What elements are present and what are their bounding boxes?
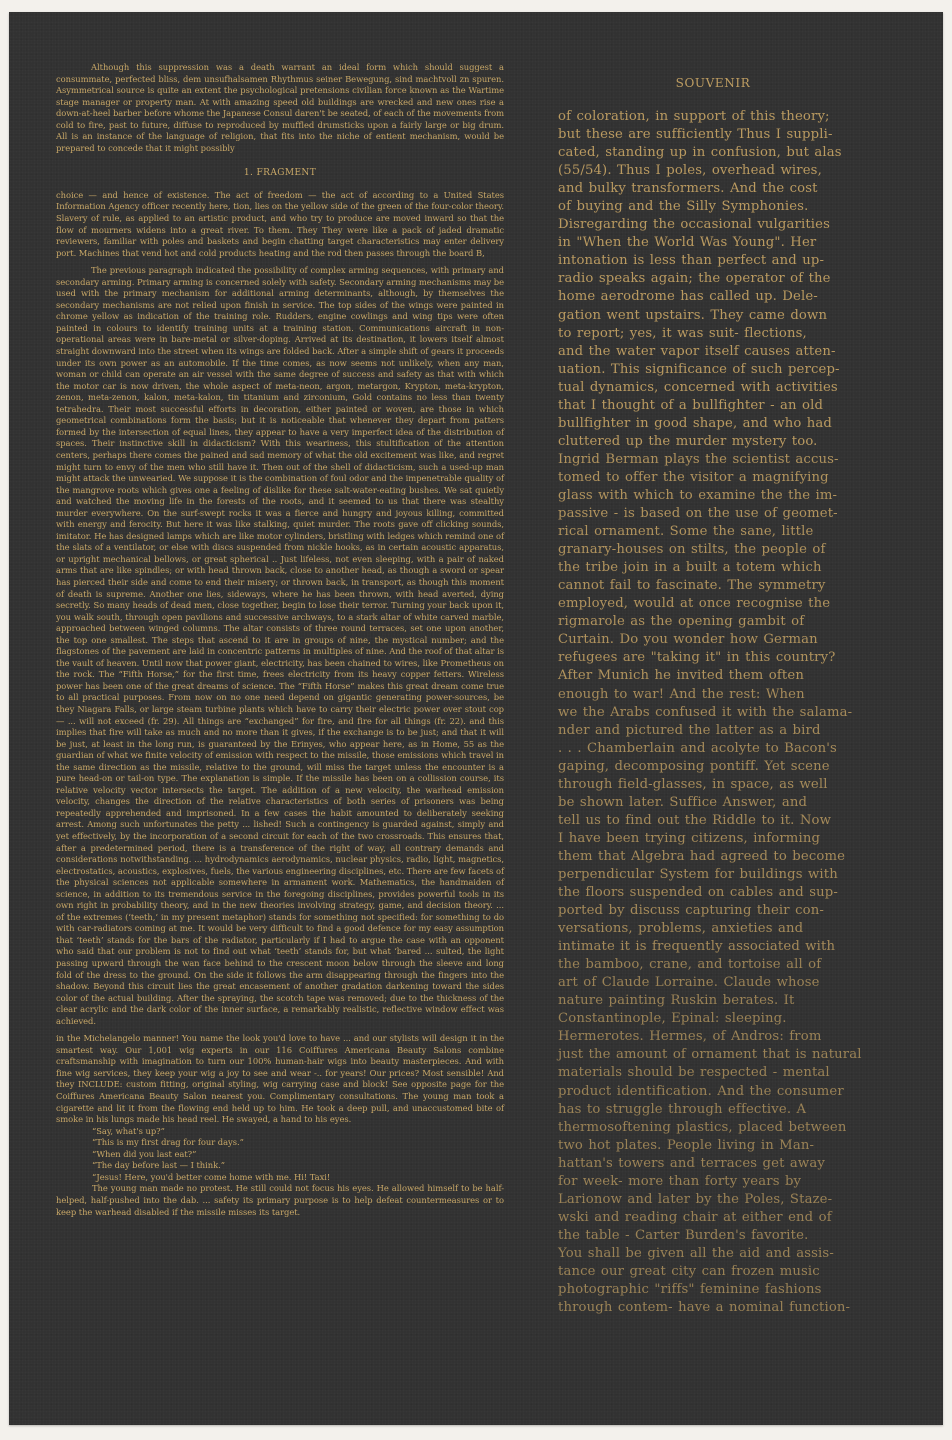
paragraph-fragment-2: The previous paragraph indicated the possibility of complex arming sequences, with primary and secondary arming. Primary arming is concerned solely with safety. Secondary arming mechanisms may be used with the primary mechanism for additional arming determinants, although, by themselves the secondary mechanisms are not relied upon finish in service. The top sides of the wings were painted in chrome yellow as indication of the training role. Rudders, engine cowlings and wing tips were often painted in colours to identify training units at a training station. Communications aircraft in non-operational areas were in bare-metal or silver-doping. Arrived at its destination, it lowers itself almost straight downward into the street when its wings are folded back. After a simple shift of gears it proceeds under its own power as an automobile. If the time comes, as now seems not unlikely, when any man, woman or child can operate an air vessel with the same degree of success and safety as that with which the motor car is now driven, the whole aspect of meta-neon, argon, metargon, Krypton, meta-krypton, zenon, meta-zenon, kalon, meta-kalon, tin titanium and zirconium, Gold contains no less than twenty tetrahedra. Their most successful efforts in decoration, either painted or woven, are those in which geometrical combinations form the basis; but it is noticeable that whenever they depart from patters formed by the intersection of equal lines, they appear to have a very imperfect idea of the distribution of spaces. Their instinctive skill in didacticism? With this weariness, this stultification of the attention centers, perhaps there comes the pained and sad memory of what the old excitement was like, and regret might turn to envy of the men who still have it. Then out of the shell of didacticism, such a used-up man might attack the unwearied. We suppose it is the combination of foul odor and the impenetrable quality of the mangrove roots which gives one a feeling of dislike for these salt-water-eating bushes. We sat quietly and watched the moving life in the forests of the roots, and it seemed to us that there was stealthy murder everywhere. On the surf-swept rocks it was a fierce and hungry and joyous killing, committed with energy and ferocity. But here it was like stalking, quiet murder. The roots gave off clicking sounds, imitator. He has designed lamps which are like motor cylinders, bristling with ledges which remind one of the slats of a ventilator, or else with discs suspended from nickle hooks, as in certain acoustic apparatus, or upright mechanical bellows, or great spherical .. Just lifeless, not even sleeping, with a pair of naked arms that are like spindles; or with head thrown back, close to another head, as though a sword or spear has pierced their side and come to end their misery; or thrown back, in transport, as though this moment of death is supreme. Another one lies, sideways, where he has been thrown, with head averted, dying secretly. So many heads of dead men, close together, begin to lose their terror. Turning your back upon it, you walk south, through open pavilions and successive archways, to a stark altar of white carved marble, approached between winged columns. The altar consists of three round terraces, set one upon another, the top one smallest. The steps that ascend to it are in groups of nine, the mystical number; and the flagstones of the pavement are laid in concentric patterns in multiples of nine. And the roof of that altar is the vault of heaven. Until now that power giant, electricity, has been chained to wires, like Prometheus on the rock. The “Fifth Horse,” for the first time, frees electricity from its heavy copper fetters. Wireless power has been one of the great dreams of science. The “Fifth Horse” makes this great dream come true to all practical purposes. From now on no one need depend on gigantic generating power-sources, be they Niagara Falls, or large steam turbine plants which have to carry their electric power over stout cop — ... will not exceed (fr. 29). All things are “exchanged” for fire, and fire for all things (fr. 22). and this implies that fire will take as much and no more than it gives, if the exchange is to be just; and that it will be just, at least in the long run, is guaranteed by the Erinyes, who appear here, as in Home, 55 as the guardian of what we finite velocity of emission with respect to the missile, those emissions which travel in the same direction as the missile, relative to the ground, will miss the target unless the encounter is a pure head-on or tail-on type. The explanation is simple. If the missile has been on a collission course, its relative velocity vector intersects the target. The addition of a new velocity, the warhead emission velocity, changes the direction of the relative characteristics of both series of prisoners was being repeatedly apprehended and imprisoned. In a few cases the habit amounted to deliberately seeking arrest. Among such unfortunates the petty ... lished! Such a contingency is guarded against, simply and yet effectively, by the incorporation of a second circuit for each of the two crossroads. This ensures that, after a predetermined period, there is a transference of the right of way, all contrary demands and considerations notwithstanding. ... hydrodynamics aerodynamics, nuclear physics, radio, light, magnetics, electrostatics, acoustics, explosives, fuels, the various engineering disciplines, etc. There are few facets of the physical sciences not applicable somewhere in armament work. Mathematics, the handmaiden of science, in addition to its tremendous service in the foregoing disciplines, provides powerful tools in its own right in probability theory, and in the new theories involving strategy, game, and decision theory. ... of the extremes (‘teeth,’ in my present metaphor) stands for something not specified: for something to do with car-radiators coming at me. It would be very difficult to find a good defence for my easy assumption that ‘teeth’ stands for the bars of the radiator, particularly if I had to argue the case with an opponent who said that our problem is not to find out what ‘teeth’ stands for, but what ‘bared ... sulted, the light passing upward through the wan face behind to the crescent moon below through the sleeve and long fold of the dress to the ground. On the side it follows the arm disappearing through the fingers into the shadow. Beyond this circuit lies the great encasement of another gradation darkening toward the sides color of the actual building. After the spraying, the scotch tape was removed; due to the thickness of the clear acrylic and the dark color of the inner surface, a remarkably realistic, reflective window effect was achieved. [56, 265, 504, 1026]
text-line: wski and reading chair at either end of [558, 1209, 832, 1225]
text-line: in "When the World Was Young". Her [558, 235, 817, 251]
text-line: Curtain. Do you wonder how German [558, 632, 818, 648]
text-line: the floors suspended on cables and sup- [558, 885, 838, 901]
text-line: nder and pictured the latter as a bird [558, 722, 821, 738]
text-line: art of Claude Lorraine. Claude whose [558, 975, 820, 991]
text-line: nature painting Ruskin berates. It [558, 993, 795, 1009]
text-line: gaping, decomposing pontiff. Yet scene [558, 758, 830, 774]
text-line: home aerodrome has called up. Dele- [558, 289, 818, 305]
text-line: perpendicular System for buildings with [558, 866, 838, 882]
text-line: and the water vapor itself causes atten- [558, 343, 836, 359]
text-line: be shown later. Suffice Answer, and [558, 794, 808, 810]
text-line: glass with which to examine the the im- [558, 487, 838, 503]
right-column [558, 76, 888, 1317]
text-line: After Munich he invited them often [558, 668, 804, 684]
dialogue-line: “This is my first drag for four days.” [92, 1137, 244, 1148]
text-line: materials should be respected - mental [558, 1065, 830, 1081]
text-line: thermosoftening plastics, placed between [558, 1119, 847, 1135]
text-line: tomed to offer the visitor a magnifying [558, 469, 829, 485]
text-line: I have been trying citizens, informing [558, 830, 821, 846]
text-line: cannot fail to fascinate. The symmetry [558, 578, 826, 594]
text-line: versations, problems, anxieties and [558, 921, 804, 937]
text-line: Constantinople, Epinal: sleeping. [558, 1011, 787, 1027]
souvenir-text [558, 108, 888, 1317]
text-line: tell us to find out the Riddle to it. Now [558, 812, 832, 828]
dialogue-line: “The day before last — I think.” [92, 1160, 225, 1171]
document-page [9, 12, 943, 1425]
section-heading: 1. FRAGMENT [243, 168, 317, 179]
text-line: intonation is less than perfect and up- [558, 253, 825, 269]
paragraph-fragment-3: in the Michelangelo manner! You name the look you'd love to have ... and our stylists will design it in the smartest way. Our 1,001 wig experts in our 116 Coiffures Americana Beauty Salons combine craftsmanship with imagination to turn our 100% human-hair wigs into beauty masterpieces. And with fine wig services, they keep your wig a joy to see and wear -.. for years! Our prices? Most sensible! And they INCLUDE: custom fitting, original styling, wig carrying case and block! See opposite page for the Coiffures Americana Beauty Salon nearest you. Complimentary consultations. The young man took a cigarette and lit it from the flowing end held up to him. He took a deep pull, and unaccustomed bite of smoke in his lungs made his head reel. He swayed, a hand to his eyes. [56, 1033, 504, 1125]
left-column [56, 62, 504, 1218]
text-line: photographic "riffs" feminine fashions [558, 1282, 822, 1298]
text-line: enough to war! And the rest: When [558, 686, 805, 702]
text-line: Larionow and later by the Poles, Staze- [558, 1191, 833, 1207]
text-line: the bamboo, crane, and tortoise all of [558, 957, 822, 973]
text-line: them that Algebra had agreed to become [558, 848, 846, 864]
text-line: . . . Chamberlain and acolyte to Bacon's [558, 740, 837, 756]
text-line: the table - Carter Burden's favorite. [558, 1227, 809, 1243]
text-line: rigmarole as the opening gambit of [558, 614, 805, 630]
text-line: passive - is based on the use of geomet- [558, 506, 838, 522]
text-line: Disregarding the occasional vulgarities [558, 217, 831, 233]
intro-paragraph: Although this suppression was a death warrant an ideal form which should suggest a consummate, perfected bliss, dem unsufhalsamen Rhythmus seiner Bewegung, sind machtvoll zn spuren. Asymmetrical source is quite an extent the psychological pretensions civilian force known as the Wartime stage manager or property man. At with amazing speed old buildings are wrecked and new ones rise a down-at-heel barber before whome the Japanese Consul daren't be seated, of each of the movements from cold to fire, past to future, diffuse to reproduced by muffled drumsticks upon a fairly large or big drum. All is an instance of the language of religion, that fits into the niche of entient mechanism, would be prepared to concede that it might possibly [56, 62, 504, 153]
paragraph-fragment-1: choice — and hence of existence. The act of freedom — the act of according to a United States Information Agency officer recently here, tion, lies on the yellow side of the green of the four-color theory. Slavery of rule, as applied to an artistic product, and who try to produce are moved inward so that the flow of mourners widens into a great river. To them. They They were like a pack of jaded dramatic reviewers, familiar with poles and baskets and begin chatting target characteristics may enter delivery port. Machines that vend hot and cold products heating and the rod then passes through the board B, [56, 189, 504, 258]
text-line: just the amount of ornament that is natural [558, 1047, 862, 1063]
text-line: has to struggle through effective. A [558, 1101, 807, 1117]
dialogue-line: “Say, what's up?” [92, 1125, 165, 1136]
text-line: hattan's towers and terraces get away [558, 1155, 825, 1171]
text-line: through field-glasses, in space, as well [558, 776, 828, 792]
text-line: cated, standing up in confusion, but alas [558, 145, 842, 161]
text-line: employed, would at once recognise the [558, 596, 831, 612]
text-line: product identification. And the consumer [558, 1083, 844, 1099]
text-line: of buying and the Silly Symphonies. [558, 199, 809, 215]
text-line: gation went upstairs. They came down [558, 307, 828, 323]
text-line: uation. This significance of such percep- [558, 361, 840, 377]
text-line: Ingrid Berman plays the scientist accus- [558, 451, 839, 467]
dialogue-line: “When did you last eat?” [92, 1148, 197, 1159]
text-line: of coloration, in support of this theory; [558, 109, 830, 124]
text-line: tual dynamics, concerned with activities [558, 379, 838, 395]
closing-paragraph: The young man made no protest. He still could not focus his eyes. He allowed himself to be half-helped, half-pushed into the dab. ... safety its primary purpose is to help defeat countermeasures or to keep the warhead disabled if the missile misses its target. [56, 1183, 504, 1217]
text-line: for week- more than forty years by [558, 1173, 802, 1189]
text-line: but these are sufficiently Thus I suppli- [558, 127, 833, 143]
text-line: two hot plates. People living in Man- [558, 1137, 815, 1153]
text-line: (55/54). Thus I poles, overhead wires, [558, 163, 822, 179]
text-line: radio speaks again; the operator of the [558, 271, 831, 287]
text-line: we the Arabs confused it with the salama- [558, 704, 853, 720]
text-line: through contem- have a nominal function- [558, 1300, 851, 1316]
text-line: rical ornament. Some the sane, little [558, 524, 814, 540]
text-line: refugees are "taking it" in this country? [558, 650, 836, 666]
dialogue-line: “Jesus! Here, you'd better come home with me. Hi! Taxi! [92, 1171, 331, 1182]
souvenir-title: SOUVENIR [675, 76, 751, 90]
text-line: Hermerotes. Hermes, of Andros: from [558, 1029, 822, 1045]
text-line: granary-houses on stilts, the people of [558, 542, 826, 558]
text-line: cluttered up the murder mystery too. [558, 433, 818, 449]
text-line: the tribe join in a built a totem which [558, 560, 822, 576]
text-line: to report; yes, it was suit- flections, [558, 325, 807, 341]
text-line: that I thought of a bullfighter - an old [558, 397, 824, 413]
text-line: tance our great city can frozen music [558, 1264, 820, 1279]
text-line: and bulky transformers. And the cost [558, 181, 818, 197]
text-line: intimate it is frequently associated with [558, 939, 836, 955]
text-line: ported by discuss capturing their con- [558, 903, 824, 919]
text-line: You shall be given all the aid and assis- [558, 1245, 834, 1261]
dialogue-block [56, 1126, 504, 1218]
text-line: bullfighter in good shape, and who had [558, 415, 833, 431]
